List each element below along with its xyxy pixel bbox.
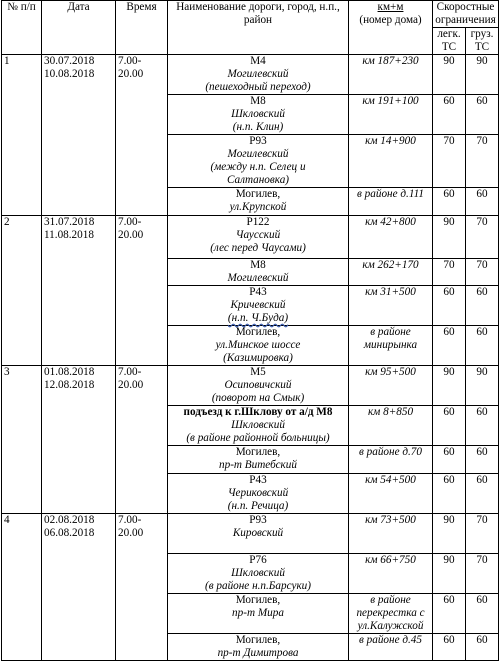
header-km-label: км+м	[377, 1, 404, 13]
road-cell	[168, 474, 349, 514]
km-cell: км 95+500	[349, 366, 433, 406]
road-name: Р93	[249, 135, 267, 147]
road-detail: (лес перед Чаусами)	[210, 242, 306, 254]
road-name: Р93	[249, 514, 267, 526]
road-cell	[168, 514, 349, 554]
group-time	[116, 216, 168, 366]
road-detail: (Казимировка)	[223, 352, 293, 364]
road-name: Могилев,	[235, 594, 281, 606]
road-detail: (в районе н.п.Барсуки)	[205, 580, 311, 592]
speed-light: 60	[433, 406, 466, 446]
date-to: 12.08.2018	[44, 379, 95, 391]
road-cell	[168, 216, 349, 259]
speed-limits-table	[1, 0, 499, 661]
road-cell	[168, 259, 349, 286]
road-detail: (н.п. Клин)	[232, 121, 284, 133]
road-cell	[168, 55, 349, 95]
speed-light: 60	[433, 474, 466, 514]
road-detail: Шкловский	[231, 567, 285, 579]
header-num: № п/п	[2, 1, 42, 55]
date-from: 02.08.2018	[44, 514, 95, 526]
road-name: Р76	[249, 554, 267, 566]
km-cell: км 54+500	[349, 474, 433, 514]
km-cell: км 8+850	[349, 406, 433, 446]
group-dates	[42, 366, 116, 514]
group-number: 2	[2, 216, 42, 366]
road-detail: ул.Крупской	[229, 201, 287, 213]
speed-light: 60	[433, 188, 466, 216]
km-cell: в районе д.45	[349, 634, 433, 661]
speed-light: 60	[433, 446, 466, 474]
speed-light: 60	[433, 95, 466, 135]
speed-heavy: 60	[466, 95, 499, 135]
time-from: 7.00-	[118, 366, 142, 378]
road-detail: (между н.п. Селец и	[210, 161, 306, 173]
speed-heavy: 60	[466, 446, 499, 474]
km-cell: км 191+100	[349, 95, 433, 135]
header-km-sub: (номер дома)	[359, 14, 422, 26]
speed-light: 90	[433, 514, 466, 554]
speed-light: 60	[433, 634, 466, 661]
group-number: 3	[2, 366, 42, 514]
speed-light: 90	[433, 216, 466, 259]
km-cell: в районе перекрестка с ул.Калужской	[349, 594, 433, 634]
road-cell	[168, 95, 349, 135]
group-number: 4	[2, 514, 42, 661]
speed-light: 60	[433, 286, 466, 326]
road-cell	[168, 135, 349, 188]
road-name: Могилев,	[235, 446, 281, 458]
road-cell	[168, 366, 349, 406]
road-name: М5	[250, 366, 266, 378]
speed-light: 60	[433, 594, 466, 634]
speed-heavy: 60	[466, 286, 499, 326]
group-dates	[42, 216, 116, 366]
road-name: М8	[250, 259, 266, 271]
table-row	[2, 55, 499, 95]
road-name: Могилев,	[235, 188, 281, 200]
speed-heavy: 60	[466, 406, 499, 446]
km-cell: км 262+170	[349, 259, 433, 286]
road-cell	[168, 594, 349, 634]
date-to: 11.08.2018	[44, 229, 94, 241]
road-detail: Кричевский	[230, 299, 286, 311]
road-name: Могилев,	[235, 326, 281, 338]
road-cell	[168, 188, 349, 216]
time-from: 7.00-	[118, 514, 142, 526]
time-to: 20.00	[118, 379, 144, 391]
speed-heavy: 90	[466, 366, 499, 406]
date-to: 06.08.2018	[44, 527, 95, 539]
speed-light: 70	[433, 135, 466, 188]
header-date: Дата	[42, 1, 116, 55]
road-detail: Шкловский	[231, 108, 285, 120]
date-to: 10.08.2018	[44, 68, 95, 80]
road-detail: Чаусский	[235, 229, 281, 241]
km-cell: км 14+900	[349, 135, 433, 188]
time-to: 20.00	[118, 527, 144, 539]
road-detail: Могилевский	[227, 272, 289, 284]
header-road: Наименование дороги, город, н.п., район	[168, 1, 349, 55]
time-from: 7.00-	[118, 216, 142, 228]
road-cell	[168, 326, 349, 366]
km-cell: км 73+500	[349, 514, 433, 554]
speed-heavy: 60	[466, 188, 499, 216]
header-heavy: груз. ТС	[466, 28, 499, 55]
group-time	[116, 514, 168, 661]
road-detail: (н.п. Ч.Буда)	[227, 312, 289, 324]
speed-heavy: 60	[466, 326, 499, 366]
speed-light: 90	[433, 554, 466, 594]
road-name: подъезд к г.Шклову от а/д М8	[183, 406, 333, 418]
header-speed: Скоростные ограничения	[433, 1, 499, 28]
road-detail: Могилевский	[227, 68, 289, 80]
header-km	[349, 1, 433, 55]
road-detail: (в районе районной больницы)	[186, 432, 330, 444]
time-to: 20.00	[118, 229, 144, 241]
group-number: 1	[2, 55, 42, 216]
road-detail: (н.п. Речица)	[227, 500, 289, 512]
speed-heavy: 60	[466, 474, 499, 514]
road-name: М4	[250, 55, 266, 67]
speed-heavy: 70	[466, 554, 499, 594]
speed-heavy: 60	[466, 594, 499, 634]
speed-heavy: 70	[466, 259, 499, 286]
road-detail: Салтановка)	[226, 174, 290, 186]
header-light: легк. ТС	[433, 28, 466, 55]
time-from: 7.00-	[118, 55, 142, 67]
road-name: Р122	[246, 216, 270, 228]
speed-heavy: 70	[466, 514, 499, 554]
speed-heavy: 90	[466, 55, 499, 95]
speed-light: 70	[433, 259, 466, 286]
km-cell: в районе минирынка	[349, 326, 433, 366]
road-cell	[168, 286, 349, 326]
road-detail: пр-т Мира	[232, 607, 284, 619]
km-cell: км 42+800	[349, 216, 433, 259]
road-detail: пр-т Димитрова	[217, 647, 299, 659]
group-dates	[42, 514, 116, 661]
table-body	[2, 55, 499, 661]
group-time	[116, 366, 168, 514]
speed-light: 60	[433, 326, 466, 366]
road-cell	[168, 406, 349, 446]
road-detail: Осиповичский	[224, 379, 292, 391]
road-detail: (пешеходный переход)	[205, 81, 311, 93]
road-detail: Чериковский	[227, 487, 289, 499]
road-name: Р43	[249, 286, 267, 298]
speed-heavy: 70	[466, 216, 499, 259]
speed-light: 90	[433, 366, 466, 406]
km-cell: км 187+230	[349, 55, 433, 95]
group-time	[116, 55, 168, 216]
table-row	[2, 514, 499, 554]
table-row	[2, 366, 499, 406]
header-time: Время	[116, 1, 168, 55]
km-cell: км 31+500	[349, 286, 433, 326]
time-to: 20.00	[118, 68, 144, 80]
speed-light: 90	[433, 55, 466, 95]
km-cell: км 66+750	[349, 554, 433, 594]
date-from: 01.08.2018	[44, 366, 95, 378]
road-cell	[168, 446, 349, 474]
speed-heavy: 60	[466, 634, 499, 661]
date-from: 31.07.2018	[44, 216, 95, 228]
road-detail: ул.Минское шоссе	[215, 339, 301, 351]
road-name: М8	[250, 95, 266, 107]
road-detail: (поворот на Смык)	[211, 392, 305, 404]
road-detail: Шкловский	[231, 419, 285, 431]
road-detail: Кировский	[232, 527, 284, 539]
date-from: 30.07.2018	[44, 55, 95, 67]
road-name: Р43	[249, 474, 267, 486]
road-detail: Могилевский	[227, 148, 289, 160]
group-dates	[42, 55, 116, 216]
road-name: Могилев,	[235, 634, 281, 646]
km-cell: в районе д.111	[349, 188, 433, 216]
speed-heavy: 70	[466, 135, 499, 188]
road-detail: пр-т Витебский	[219, 459, 297, 471]
road-cell	[168, 554, 349, 594]
road-cell	[168, 634, 349, 661]
table-row	[2, 216, 499, 259]
km-cell: в районе д.70	[349, 446, 433, 474]
